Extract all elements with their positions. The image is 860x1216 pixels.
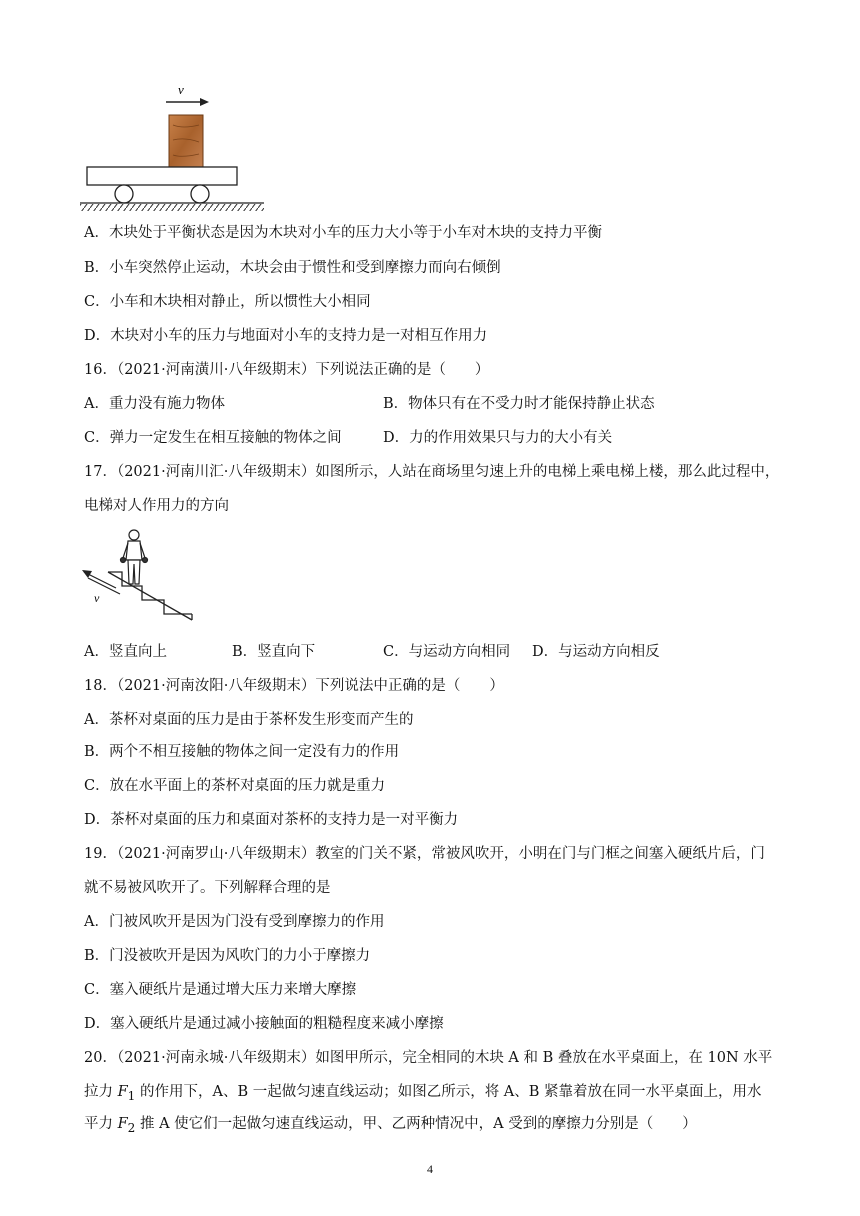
q20-line1: 20．（2021·河南永城·八年级期末）如图甲所示，完全相同的木块 A 和 B 叠放在水平桌面上，在 10N 水平 <box>84 1050 773 1066</box>
q18-stem: 18．（2021·河南汝阳·八年级期末）下列说法中正确的是（ ） <box>84 678 504 694</box>
escalator-velocity-label: v <box>94 591 100 605</box>
person-icon <box>121 530 148 584</box>
cart-body <box>87 167 237 185</box>
q17-stem-line1: 17．（2021·河南川汇·八年级期末）如图所示，人站在商场里匀速上升的电梯上乘电梯上楼，那么此过程中， <box>84 464 780 480</box>
q15-option-d: D．木块对小车的压力与地面对小车的支持力是一对相互作用力 <box>84 328 488 344</box>
q20-line2: 拉力 $F_1$ 的作用下，A、B 一起做匀速直线运动；如图乙所示，将 A、B 紧靠着放在同一水平桌面上，用水 <box>84 1084 762 1103</box>
q17-option-c: C．与运动方向相同 <box>383 644 511 660</box>
cart-wheel-left <box>115 185 133 203</box>
wooden-block <box>169 115 203 167</box>
cart-wheel-right <box>191 185 209 203</box>
q19-option-d: D．塞入硬纸片是通过减小接触面的粗糙程度来减小摩擦 <box>84 1016 444 1032</box>
q15-option-b: B．小车突然停止运动，木块会由于惯性和受到摩擦力而向右倾倒 <box>84 260 501 276</box>
q20-line3: 平力 $F_2$ 推 A 使它们一起做匀速直线运动，甲、乙两种情况中，A 受到的摩擦力分别是（ ） <box>84 1116 697 1135</box>
q19-option-c: C．塞入硬纸片是通过增大压力来增大摩擦 <box>84 982 357 998</box>
q16-option-d: D．力的作用效果只与力的大小有关 <box>383 430 613 446</box>
q16-option-b: B．物体只有在不受力时才能保持静止状态 <box>383 396 655 412</box>
q17-option-a: A．竖直向上 <box>84 644 167 660</box>
q19-stem-line2: 就不易被风吹开了。下列解释合理的是 <box>84 880 331 896</box>
staircase <box>108 572 192 620</box>
q17-stem-line2: 电梯对人作用力的方向 <box>84 498 229 514</box>
q19-stem-line1: 19．（2021·河南罗山·八年级期末）教室的门关不紧，常被风吹开，小明在门与门框之间塞入硬纸片后，门 <box>84 846 765 862</box>
velocity-arrow-icon <box>166 98 209 106</box>
q16-stem: 16．（2021·河南潢川·八年级期末）下列说法正确的是（ ） <box>84 362 490 378</box>
q19-option-b: B．门没被吹开是因为风吹门的力小于摩擦力 <box>84 948 371 964</box>
q16-option-a: A．重力没有施力物体 <box>84 396 225 412</box>
q15-option-a: A．木块处于平衡状态是因为木块对小车的压力大小等于小车对木块的支持力平衡 <box>84 225 602 241</box>
page-number: 4 <box>427 1162 433 1176</box>
q18-option-c: C．放在水平面上的茶杯对桌面的压力就是重力 <box>84 778 386 794</box>
q16-option-c: C．弹力一定发生在相互接触的物体之间 <box>84 430 342 446</box>
escalator-figure <box>80 528 198 626</box>
q18-option-a: A．茶杯对桌面的压力是由于茶杯发生形变而产生的 <box>84 712 414 728</box>
q15-option-c: C．小车和木块相对静止，所以惯性大小相同 <box>84 294 371 310</box>
cart-block-figure <box>78 80 268 215</box>
q18-option-b: B．两个不相互接触的物体之间一定没有力的作用 <box>84 744 400 760</box>
q17-option-d: D．与运动方向相反 <box>532 644 660 660</box>
motion-arrow-icon <box>82 570 120 594</box>
velocity-label: v <box>178 82 184 97</box>
q19-option-a: A．门被风吹开是因为门没有受到摩擦力的作用 <box>84 914 385 930</box>
force-f1-symbol: F <box>117 1084 128 1100</box>
q18-option-d: D．茶杯对桌面的压力和桌面对茶杯的支持力是一对平衡力 <box>84 812 459 828</box>
q17-option-b: B．竖直向下 <box>232 644 316 660</box>
force-f2-symbol: F <box>117 1116 128 1132</box>
